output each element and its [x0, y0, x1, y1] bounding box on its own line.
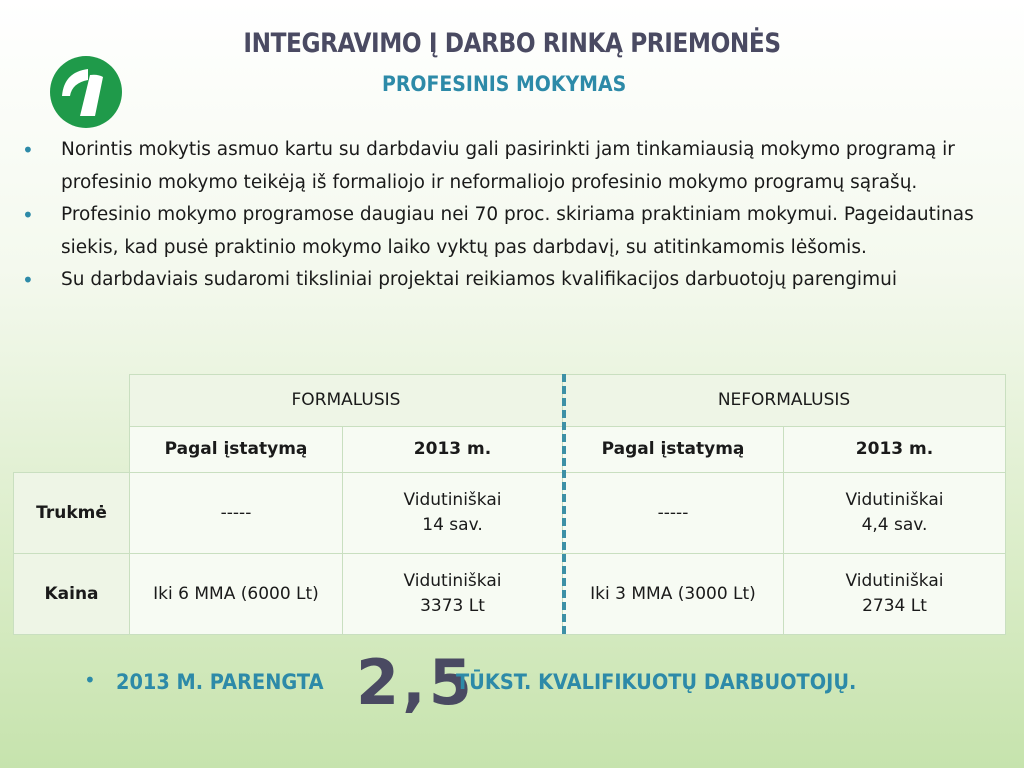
cell-line: ----- [220, 502, 252, 523]
table-cell [784, 473, 1006, 554]
sub-header-cell: 2013 m. [343, 427, 563, 473]
table-corner-cell [14, 375, 130, 473]
summary-suffix: TŪKST. KVALIFIKUOTŲ DARBUOTOJŲ. [456, 670, 857, 694]
bullet-icon: • [22, 203, 34, 227]
table-cell [784, 554, 1006, 635]
cell-line: Vidutiniškai [845, 490, 944, 510]
bullet-icon: • [22, 268, 34, 292]
cell-line: 2734 Lt [862, 596, 927, 616]
bullet-item [22, 199, 1012, 264]
cell-line: 14 sav. [422, 515, 483, 535]
bullet-item [22, 264, 1012, 297]
sub-header-cell: Pagal įstatymą [130, 427, 343, 473]
sub-header-cell: Pagal įstatymą [563, 427, 784, 473]
table-group-header-row [14, 375, 1006, 427]
bullet-icon: • [22, 138, 34, 162]
cell-line: Vidutiniškai [403, 490, 502, 510]
page-title: INTEGRAVIMO Į DARBO RINKĄ PRIEMONĖS [243, 28, 781, 59]
bullet-text: Su darbdaviais sudaromi tiksliniai projektai reikiamos kvalifikacijos darbuotojų parengimui [61, 269, 897, 290]
cell-line: Iki 3 MMA (3000 Lt) [590, 583, 756, 604]
row-header-duration: Trukmė [14, 473, 130, 554]
table-cell [130, 554, 343, 635]
group-header-informal: NEFORMALUSIS [563, 375, 1006, 427]
table-row [14, 554, 1006, 635]
bullet-icon: • [84, 668, 96, 692]
table-cell [563, 473, 784, 554]
table-row [14, 473, 1006, 554]
table-cell [563, 554, 784, 635]
cell-line: Vidutiniškai [403, 571, 502, 591]
cell-line: 4,4 sav. [861, 515, 928, 535]
bullet-text: Norintis mokytis asmuo kartu su darbdaviu gali pasirinkti jam tinkamiausią mokymo programą ir profesinio mokymo teikėją iš formaliojo ir neformaliojo profesinio mokymo programų sąrašų. [61, 139, 955, 193]
green-circle-logo-icon [50, 56, 122, 128]
bullet-list [22, 134, 1012, 297]
cell-line: Vidutiniškai [845, 571, 944, 591]
summary-prefix: 2013 M. PARENGTA [116, 670, 324, 694]
comparison-table-wrapper [13, 374, 1005, 634]
cell-line: 3373 Lt [420, 596, 485, 616]
bullet-item [22, 134, 1012, 199]
sub-header-cell: 2013 m. [784, 427, 1006, 473]
page-subtitle: PROFESINIS MOKYMAS [382, 72, 627, 96]
group-header-formal: FORMALUSIS [130, 375, 563, 427]
bullet-text: Profesinio mokymo programose daugiau nei 70 proc. skiriama praktiniam mokymui. Pageidautinas siekis, kad pusė praktinio mokymo laiko vyktų pas darbdavį, su atitinkamomis lėšomis. [61, 204, 974, 258]
table-cell [130, 473, 343, 554]
table-cell [343, 554, 563, 635]
table-cell [343, 473, 563, 554]
table-sub-header-row [14, 427, 1006, 473]
summary-number: 2,5 [356, 646, 475, 719]
cell-line: ----- [657, 502, 689, 523]
dashed-divider [562, 374, 566, 634]
cell-line: Iki 6 MMA (6000 Lt) [153, 583, 319, 604]
comparison-table [13, 374, 1006, 635]
row-header-price: Kaina [14, 554, 130, 635]
